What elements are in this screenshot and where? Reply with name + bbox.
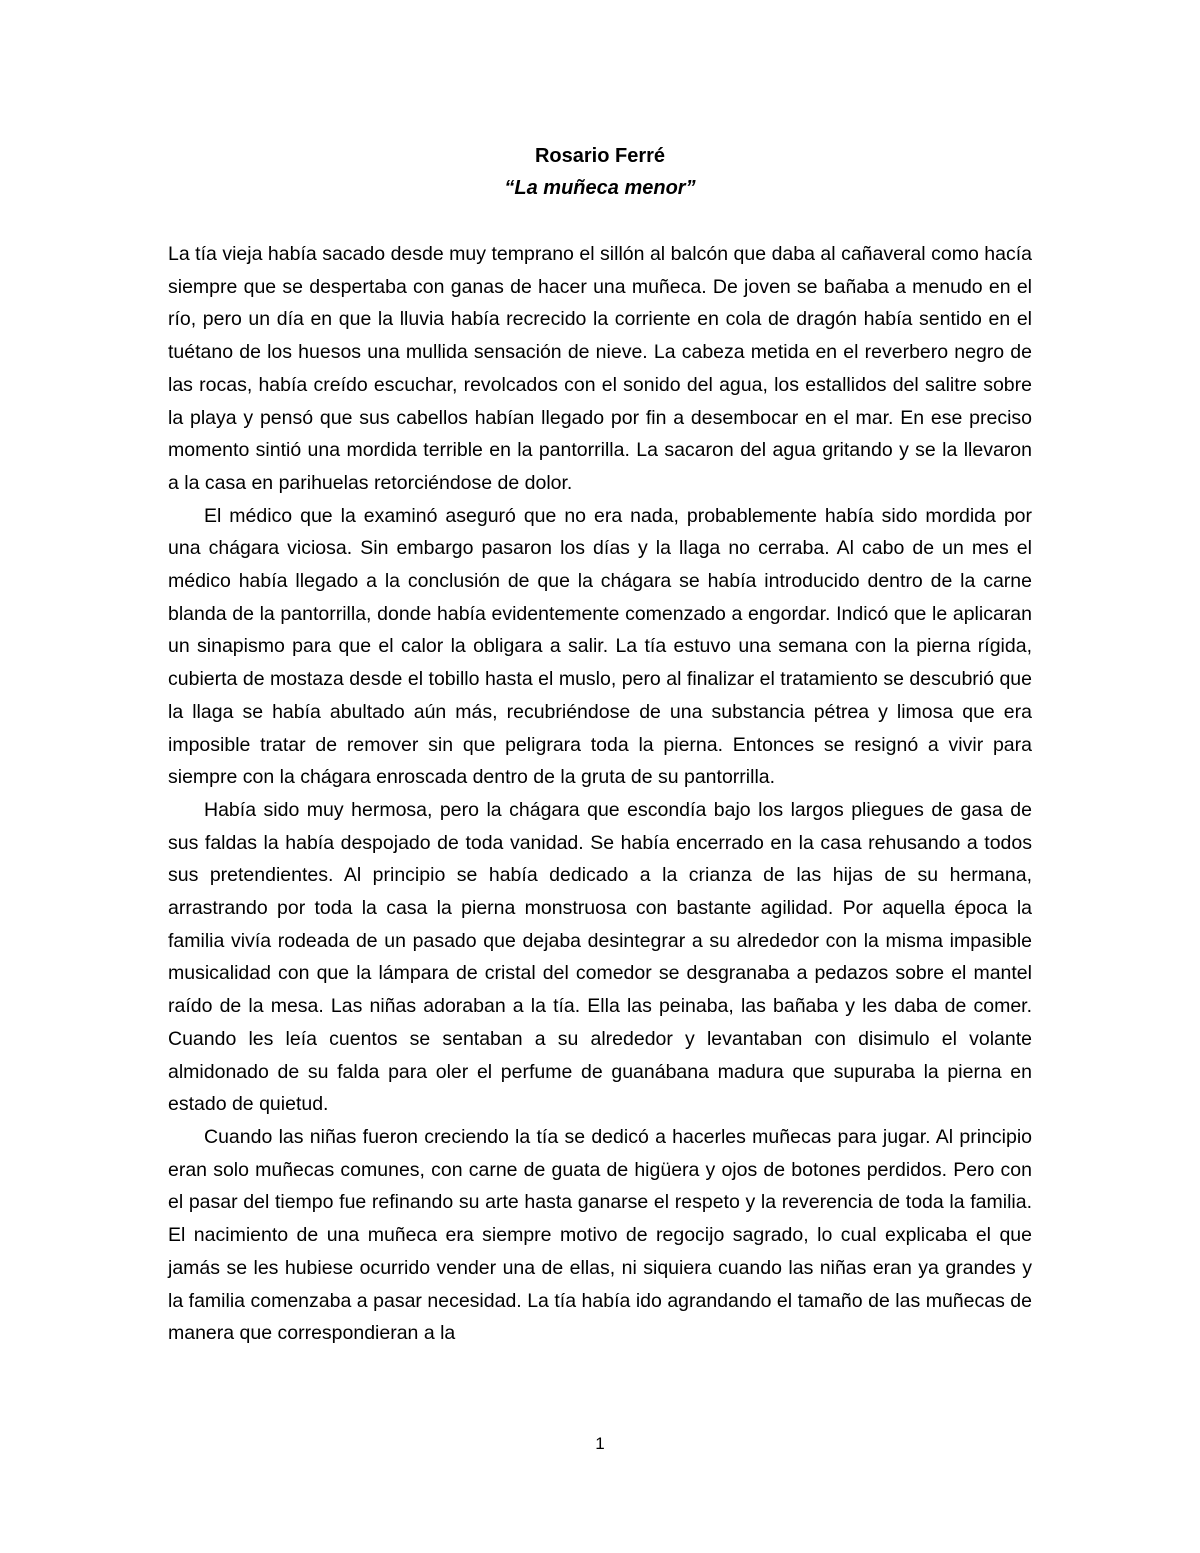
paragraph-4: Cuando las niñas fueron creciendo la tía se dedicó a hacerles muñecas para jugar. Al principio eran solo muñecas comunes, con carne de guata de higüera y ojos de botones perdidos. Pero con el pasar del tiempo fue refinando su arte hasta ganarse el respeto y la reverencia de toda la familia. El nacimiento de una muñeca era siempre motivo de regocijo sagrado, lo cual explicaba el que jamás se les hubiese ocurrido vender una de ellas, ni siquiera cuando las niñas eran ya grandes y la familia comenzaba a pasar necesidad. La tía había ido agrandando el tamaño de las muñecas de manera que correspondieran a la — [168, 1125, 1032, 1345]
paragraph-1: La tía vieja había sacado desde muy temprano el sillón al balcón que daba al cañaveral como hacía siempre que se despertaba con ganas de hacer una muñeca. De joven se bañaba a menudo en el río, pero un día en que la lluvia había recrecido la corriente en cola de dragón había sentido en el tuétano de los huesos una mullida sensación de nieve. La cabeza metida en el reverbero negro de las rocas, había creído escuchar, revolcados con el sonido del agua, los estallidos del salitre sobre la playa y pensó que sus cabellos habían llegado por fin a desembocar en el mar. En ese preciso momento sintió una mordida terrible en la pantorrilla. La sacaron del agua gritando y se la llevaron a la casa en parihuelas retorciéndose de dolor. — [168, 243, 1032, 494]
document-header — [0, 140, 1200, 204]
page-number: 1 — [595, 1434, 605, 1453]
paragraph-3: Había sido muy hermosa, pero la chágara que escondía bajo los largos pliegues de gasa de sus faldas la había despojado de toda vanidad. Se había encerrado en la casa rehusando a todos sus pretendientes. Al principio se había dedicado a la crianza de las hijas de su hermana, arrastrando por toda la casa la pierna monstruosa con bastante agilidad. Por aquella época la familia vivía rodeada de un pasado que dejaba desintegrar a su alrededor con la misma impasible musicalidad con que la lámpara de cristal del comedor se desgranaba a pedazos sobre el mantel raído de la mesa. Las niñas adoraban a la tía. Ella las peinaba, las bañaba y les daba de comer. Cuando les leía cuentos se sentaban a su alrededor y levantaban con disimulo el volante almidonado de su falda para oler el perfume de guanábana madura que supuraba la pierna en estado de quietud. — [168, 798, 1032, 1116]
author-name: Rosario Ferré — [534, 145, 666, 167]
document-body — [168, 238, 1032, 1350]
story-title: “La muñeca menor” — [504, 177, 696, 199]
paragraph-2: El médico que la examinó aseguró que no era nada, probablemente había sido mordida por una chágara viciosa. Sin embargo pasaron los días y la llaga no cerraba. Al cabo de un mes el médico había llegado a la conclusión de que la chágara se había introducido dentro de la carne blanda de la pantorrilla, donde había evidentemente comenzado a engordar. Indicó que le aplicaran un sinapismo para que el calor la obligara a salir. La tía estuvo una semana con la pierna rígida, cubierta de mostaza desde el tobillo hasta el muslo, pero al finalizar el tratamiento se descubrió que la llaga se había abultado aún más, recubriéndose de una substancia pétrea y limosa que era imposible tratar de remover sin que peligrara toda la pierna. Entonces se resignó a vivir para siempre con la chágara enroscada dentro de la gruta de su pantorrilla. — [168, 504, 1032, 789]
